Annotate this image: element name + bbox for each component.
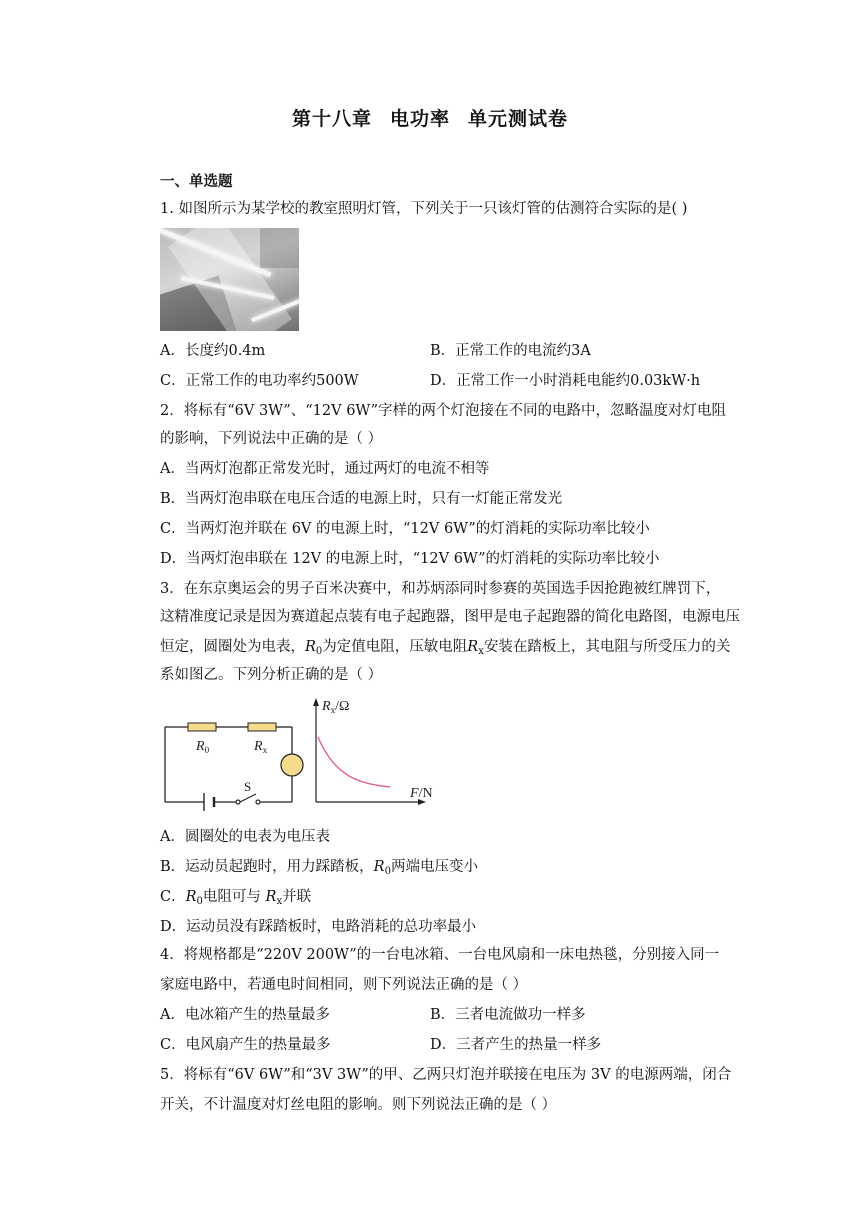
question-3-option-a[interactable]: A．圆圈处的电表为电压表: [160, 829, 330, 845]
question-2-option-b[interactable]: B．当两灯泡串联在电压合适的电源上时，只有一灯能正常发光: [160, 491, 563, 507]
question-2-stem-line1: 2．将标有“6V 3W”、“12V 6W”字样的两个灯泡接在不同的电路中，忽略温度对灯电阻: [160, 403, 727, 419]
label-rx: $R_x$: [254, 739, 268, 755]
question-2-option-c[interactable]: C．当两灯泡并联在 6V 的电源上时，“12V 6W”的灯消耗的实际功率比较小: [160, 521, 650, 537]
pressure-resistance-graph: [313, 698, 433, 805]
page-title: [0, 104, 860, 131]
title-topic: 电功率: [389, 108, 450, 130]
question-4-stem-line1: 4．将规格都是“220V 200W”的一台电冰箱、一台电风扇和一床电热毯，分别接入同一: [160, 947, 720, 963]
option-d[interactable]: D．正常工作一小时消耗电能约0.03kW·h: [430, 373, 701, 389]
option-c[interactable]: C．正常工作的电功率约500W: [160, 373, 359, 389]
option-c[interactable]: C．电风扇产生的热量最多: [160, 1037, 331, 1053]
question-3-figure: [158, 692, 448, 812]
question-5-stem-line1: 5．将标有“6V 6W”和“3V 3W”的甲、乙两只灯泡并联接在电压为 3V 的电源两端，闭合: [160, 1067, 732, 1083]
question-4-options-row2: [160, 1035, 732, 1055]
question-3-option-c[interactable]: C．$R_0$电阻可与 $R_x$并联: [160, 889, 312, 907]
question-4-options-row1: [160, 1005, 732, 1025]
question-2-option-d[interactable]: D．当两灯泡串联在 12V 的电源上时，“12V 6W”的灯消耗的实际功率比较小: [160, 551, 660, 567]
question-2-option-a[interactable]: A．当两灯泡都正常发光时，通过两灯的电流不相等: [160, 461, 490, 477]
meter-circle: [281, 754, 303, 776]
option-a[interactable]: A．长度约0.4m: [160, 343, 266, 359]
option-d[interactable]: D．三者产生的热量一样多: [430, 1037, 602, 1053]
section-heading: 一、单选题: [160, 173, 233, 190]
title-chapter: 第十八章: [291, 108, 372, 130]
question-1-options-row1: [160, 341, 732, 361]
question-3-option-b[interactable]: B．运动员起跑时，用力踩踏板，$R_0$两端电压变小: [160, 859, 478, 877]
question-3-option-d[interactable]: D．运动员没有踩踏板时，电路消耗的总功率最小: [160, 919, 477, 935]
resistor-r0: [188, 723, 216, 731]
x-axis-label: F/N: [410, 786, 433, 801]
question-1-stem: 1. 如图所示为某学校的教室照明灯管，下列关于一只该灯管的估测符合实际的是( ): [160, 201, 688, 217]
option-b[interactable]: B．三者电流做功一样多: [430, 1007, 586, 1023]
rx-curve: [318, 737, 390, 787]
question-2-stem-line2: 的影响，下列说法中正确的是（ ）: [160, 431, 383, 447]
option-a[interactable]: A．电冰箱产生的热量最多: [160, 1007, 330, 1023]
y-axis-label: $R_x/\Omega$: [322, 699, 350, 715]
question-3-stem-line3: 恒定，圆圈处为电表，$R_0$为定值电阻，压敏电阻$R_x$安装在踏板上，其电阻与所受压力的关: [160, 639, 731, 657]
classroom-light-photo: [160, 228, 299, 331]
question-3-stem-line4: 系如图乙。下列分析正确的是（ ）: [160, 667, 383, 683]
question-1-options-row2: [160, 371, 732, 391]
battery-icon: [204, 793, 214, 811]
label-r0: $R_0$: [196, 739, 210, 755]
question-3-stem-line2: 这精准度记录是因为赛道起点装有电子起跑器，图甲是电子起跑器的简化电路图，电源电压: [160, 609, 740, 625]
label-switch: S: [244, 779, 252, 794]
question-5-stem-line2: 开关，不计温度对灯丝电阻的影响。则下列说法正确的是（ ）: [160, 1097, 557, 1113]
resistor-rx: [248, 723, 276, 731]
question-3-stem-line1: 3．在东京奥运会的男子百米决赛中，和苏炳添同时参赛的英国选手因抢跑被红牌罚下，: [160, 581, 721, 597]
circuit-diagram: [165, 727, 292, 802]
title-test: 单元测试卷: [468, 108, 569, 130]
question-4-stem-line2: 家庭电路中，若通电时间相同，则下列说法正确的是（ ）: [160, 977, 528, 993]
option-b[interactable]: B．正常工作的电流约3A: [430, 343, 591, 359]
switch-icon: [236, 794, 260, 804]
